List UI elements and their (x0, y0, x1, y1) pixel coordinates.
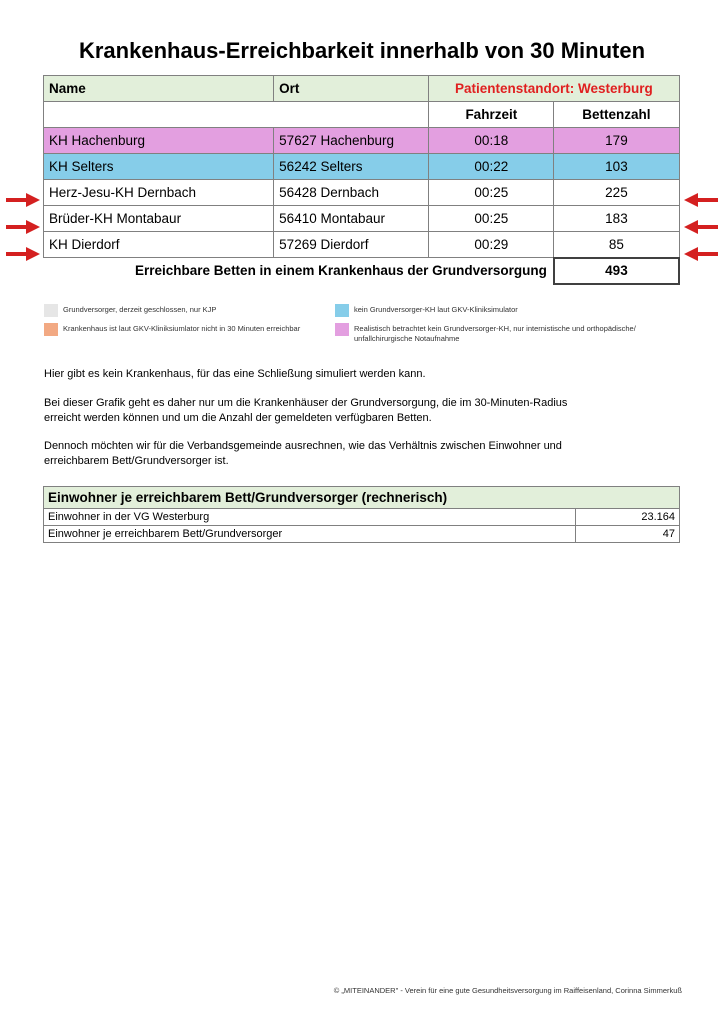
row-betten: 225 (554, 180, 679, 206)
row-fahrzeit: 00:22 (429, 154, 554, 180)
summary-value: 47 (576, 526, 680, 543)
header-patientenstandort: Patientenstandort: Westerburg (429, 76, 679, 102)
arrow-left-icon (684, 220, 718, 234)
table-row (44, 180, 680, 206)
total-label: Erreichbare Betten in einem Krankenhaus der Grundversorgung (44, 258, 554, 284)
summary-title: Einwohner je erreichbarem Bett/Grundversorger (rechnerisch) (44, 487, 680, 509)
row-name: KH Selters (44, 154, 274, 180)
legend-text-line: Realistisch betrachtet kein Grundversorger-KH, nur internistische und orthopädische/ (354, 324, 636, 333)
row-betten: 103 (554, 154, 679, 180)
page-title: Krankenhaus-Erreichbarkeit innerhalb von 30 Minuten (78, 38, 646, 63)
summary-label: Einwohner in der VG Westerburg (44, 509, 576, 526)
legend-item-gray (44, 304, 324, 318)
arrow-right-icon (6, 247, 40, 261)
legend-swatch-orange (44, 323, 58, 336)
table-header-row (44, 76, 680, 102)
arrow-left-icon (684, 193, 718, 207)
legend-item-orange (44, 323, 329, 337)
row-fahrzeit: 00:25 (429, 206, 554, 232)
legend-item-pink (335, 323, 705, 347)
table-row (44, 206, 680, 232)
header-bettenzahl: Bettenzahl (554, 102, 679, 128)
legend-swatch-pink (335, 323, 349, 336)
legend-text: Krankenhaus ist laut GKV-Kliniksiumlator nicht in 30 Minuten erreichbar (63, 324, 301, 333)
summary-value: 23.164 (576, 509, 680, 526)
row-name: KH Hachenburg (44, 128, 274, 154)
row-ort: 56410 Montabaur (274, 206, 429, 232)
table-row (44, 526, 680, 543)
row-name: KH Dierdorf (44, 232, 274, 258)
arrow-right-icon (6, 193, 40, 207)
legend-text-line: unfallchirurgische Notaufnahme (354, 334, 460, 343)
total-row (44, 258, 680, 284)
table-row (44, 509, 680, 526)
paragraph-2 (44, 396, 684, 426)
table-row (44, 128, 680, 154)
row-fahrzeit: 00:29 (429, 232, 554, 258)
total-value: 493 (554, 258, 679, 284)
subheader-empty (44, 102, 429, 128)
row-ort: 57269 Dierdorf (274, 232, 429, 258)
footer-copyright: © „MITEINANDER" - Verein für eine gute Gesundheitsversorgung im Raiffeisenland, Corinna Simmerkuß (333, 986, 682, 995)
header-name: Name (44, 76, 274, 102)
header-ort: Ort (274, 76, 429, 102)
summary-header-row (44, 487, 680, 509)
row-ort: 56242 Selters (274, 154, 429, 180)
paragraph-1: Hier gibt es kein Krankenhaus, für das eine Schließung simuliert werden kann. (44, 368, 426, 380)
table-subheader-row (44, 102, 680, 128)
row-fahrzeit: 00:25 (429, 180, 554, 206)
table-row (44, 154, 680, 180)
paragraph-line: Bei dieser Grafik geht es daher nur um die Krankenhäuser der Grundversorgung, die im 30-Minuten-Radius (44, 397, 568, 409)
legend-swatch-gray (44, 304, 58, 317)
arrow-right-icon (6, 220, 40, 234)
hospital-table (43, 75, 680, 285)
row-ort: 56428 Dernbach (274, 180, 429, 206)
paragraph-line: erreichbarem Bett/Grundversorger ist. (44, 455, 229, 467)
summary-label: Einwohner je erreichbarem Bett/Grundversorger (44, 526, 576, 543)
table-row (44, 232, 680, 258)
paragraph-3 (44, 439, 684, 469)
legend-swatch-blue (335, 304, 349, 317)
row-betten: 183 (554, 206, 679, 232)
summary-table (43, 486, 680, 543)
row-ort: 57627 Hachenburg (274, 128, 429, 154)
row-betten: 85 (554, 232, 679, 258)
row-name: Herz-Jesu-KH Dernbach (44, 180, 274, 206)
row-fahrzeit: 00:18 (429, 128, 554, 154)
paragraph-line: erreicht werden können und um die Anzahl der gemeldeten verfügbaren Betten. (44, 412, 432, 424)
header-fahrzeit: Fahrzeit (429, 102, 554, 128)
arrow-left-icon (684, 247, 718, 261)
row-name: Brüder-KH Montabaur (44, 206, 274, 232)
legend-text: kein Grundversorger-KH laut GKV-Kliniksimulator (354, 305, 518, 314)
row-betten: 179 (554, 128, 679, 154)
legend-text (354, 324, 636, 344)
legend-text: Grundversorger, derzeit geschlossen, nur KJP (63, 305, 217, 314)
paragraph-line: Dennoch möchten wir für die Verbandsgemeinde ausrechnen, wie das Verhältnis zwischen Einwohner und (44, 440, 562, 452)
legend-item-blue (335, 304, 685, 318)
